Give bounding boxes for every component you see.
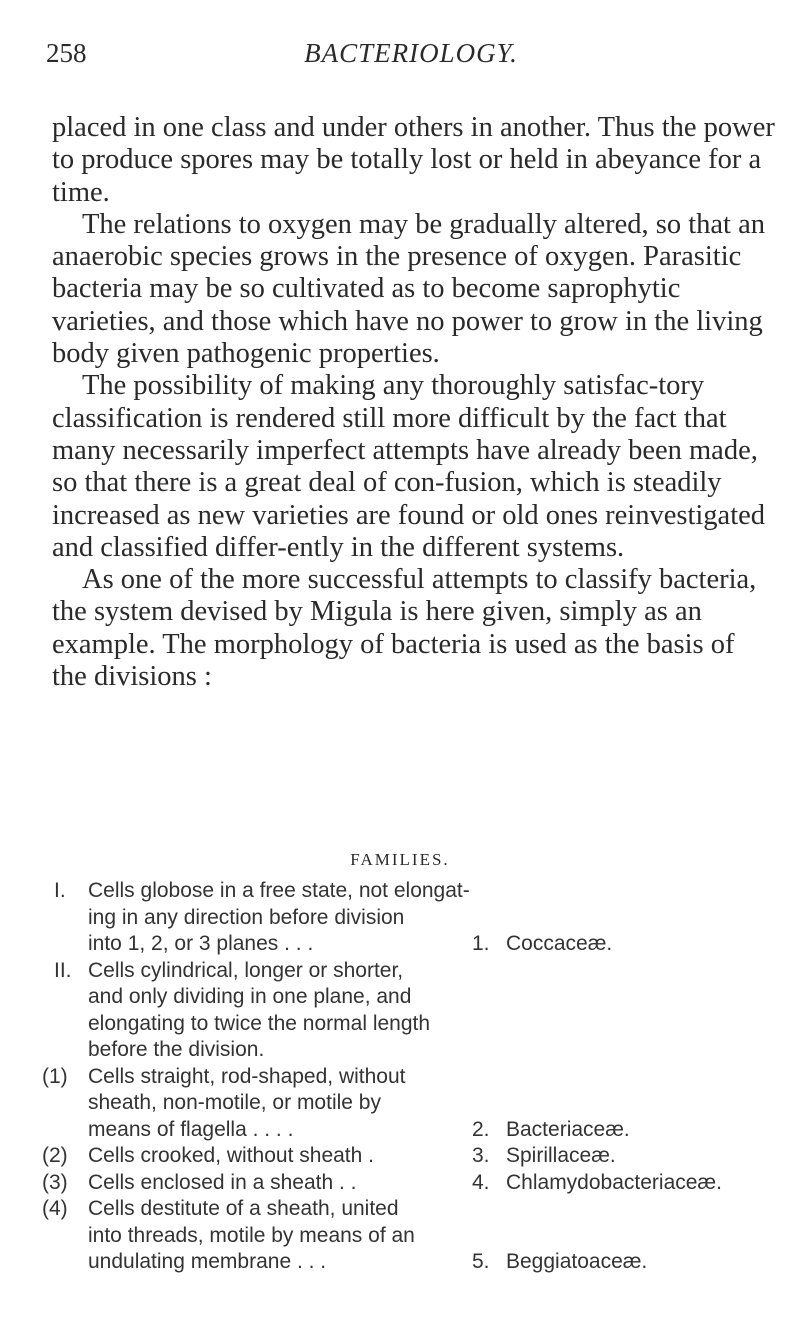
family-entry [42, 1196, 794, 1276]
running-title: BACTERIOLOGY. [304, 38, 518, 68]
paragraph: As one of the more successful attempts to classify bacteria, the system devised by Migula is here given, simply as an example. The morphology of bacteria is used as the basis of the divisions : [52, 564, 757, 693]
family-entry [42, 1170, 794, 1197]
entry-line: into 1, 2, or 3 planes . . . [88, 932, 314, 955]
family-entry [42, 1143, 794, 1170]
entry-marker: (3) [42, 1170, 68, 1194]
entry-line: sheath, non-motile, or motile by [88, 1091, 381, 1114]
page-number: 258 [46, 38, 87, 68]
entry-marker: (2) [42, 1144, 68, 1167]
family-name: Beggiatoaceæ. [506, 1250, 648, 1273]
entry-marker: (1) [42, 1064, 68, 1088]
entry-line: Cells globose in a free state, not elongat- [88, 879, 470, 902]
family-name: Coccaceæ. [506, 932, 613, 955]
entry-line: before the division. [88, 1038, 265, 1061]
entry-line: elongating to twice the normal length [88, 1011, 431, 1035]
families-list [42, 878, 794, 1276]
entry-line: means of flagella . . . . [88, 1117, 294, 1141]
paragraph: placed in one class and under others in another. Thus the power to produce spores may be totally lost or held in abeyance for a time. [52, 112, 775, 208]
entry-description [88, 1064, 478, 1144]
entry-line: Cells straight, rod-shaped, without [88, 1064, 406, 1088]
family-number: 4. [472, 1170, 490, 1194]
entry-description [88, 878, 478, 958]
family-name: Chlamydobacteriaceæ. [506, 1170, 722, 1194]
entry-line: Cells destitute of a sheath, united [88, 1197, 399, 1220]
entry-line: undulating membrane . . . [88, 1250, 327, 1273]
entry-line: Cells enclosed in a sheath . . [88, 1170, 357, 1194]
families-heading: FAMILIES. [350, 850, 450, 869]
family-entry [54, 878, 794, 958]
entry-description [88, 1143, 478, 1170]
page-header [46, 38, 776, 78]
entry-line: into threads, motile by means of an [88, 1223, 415, 1247]
entry-line: Cells crooked, without sheath . [88, 1144, 374, 1167]
family-number: 2. [472, 1117, 490, 1141]
family-number: 1. [472, 932, 490, 955]
entry-description [88, 958, 478, 1064]
family-name: Spirillaceæ. [506, 1144, 616, 1167]
paragraph: The possibility of making any thoroughly satisfac-tory classification is rendered still more difficult by the fact that many necessarily imperfect attempts have already been made, so that there is a great deal of con-fusion, which is steadily increased as new varieties are found or old ones reinvestigated and classified differ-ently in the different systems. [52, 370, 766, 563]
body-text [52, 112, 776, 693]
family-entry [42, 1064, 794, 1144]
entry-description [88, 1170, 478, 1197]
entry-marker: II. [54, 958, 72, 982]
family-name: Bacteriaceæ. [506, 1117, 630, 1141]
family-entry [54, 958, 794, 1064]
entry-line: and only dividing in one plane, and [88, 985, 412, 1008]
entry-description [88, 1196, 478, 1276]
entry-line: Cells cylindrical, longer or shorter, [88, 958, 404, 982]
paragraph: The relations to oxygen may be gradually altered, so that an anaerobic species grows in the presence of oxygen. Parasitic bacteria may be so cultivated as to become saprophytic varieties, and those which have no power to grow in the living body given pathogenic properties. [52, 208, 765, 370]
entry-marker: (4) [42, 1197, 68, 1220]
entry-marker: I. [54, 879, 66, 902]
family-number: 5. [472, 1250, 490, 1273]
family-number: 3. [472, 1144, 490, 1167]
entry-line: ing in any direction before division [88, 905, 405, 929]
